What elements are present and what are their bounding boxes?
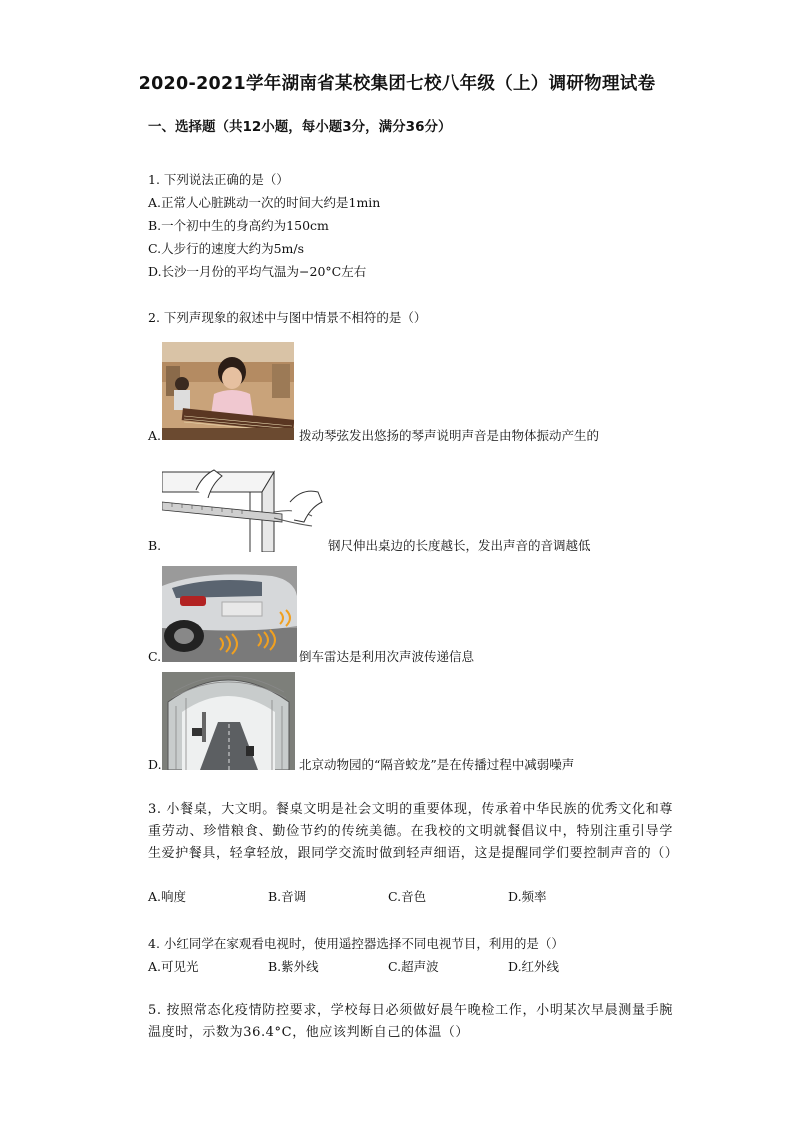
question-1-stem: 1. 下列说法正确的是（） xyxy=(148,172,289,187)
question-1-option-c: C.人步行的速度大约为5m/s xyxy=(148,241,305,256)
question-4-option-c: C.超声波 xyxy=(388,959,439,974)
question-2-option-d-text: 北京动物园的“隔音蛟龙”是在传播过程中减弱噪声 xyxy=(299,757,575,772)
car-radar-photo xyxy=(162,566,297,662)
question-2-option-b-text: 钢尺伸出桌边的长度越长，发出声音的音调越低 xyxy=(328,538,591,553)
question-3-option-a: A.响度 xyxy=(148,889,187,904)
question-1-option-a: A.正常人心脏跳动一次的时间大约是1min xyxy=(148,195,381,210)
question-2-option-c-letter: C. xyxy=(148,649,162,664)
question-2-option-a-letter: A. xyxy=(148,428,162,443)
question-3-option-d: D.频率 xyxy=(508,889,547,904)
question-2-option-d-letter: D. xyxy=(148,757,162,772)
ruler-drawing xyxy=(162,462,324,552)
question-2-option-b-letter: B. xyxy=(148,538,162,553)
question-2-option-a-text: 拨动琴弦发出悠扬的琴声说明声音是由物体振动产生的 xyxy=(299,428,600,443)
question-1-option-d: D.长沙一月份的平均气温为−20°C左右 xyxy=(148,264,367,279)
question-4-option-b: B.紫外线 xyxy=(268,959,319,974)
question-4-stem: 4. 小红同学在家观看电视时，使用遥控器选择不同电视节目，利用的是（） xyxy=(148,936,564,951)
question-4-option-d: D.红外线 xyxy=(508,959,560,974)
question-2-option-c-text: 倒车雷达是利用次声波传递信息 xyxy=(299,649,475,664)
page-title: 2020-2021学年湖南省某校集团七校八年级（上）调研物理试卷 xyxy=(138,74,656,94)
guzheng-photo xyxy=(162,342,294,440)
question-1-option-b: B.一个初中生的身高约为150cm xyxy=(148,218,329,233)
question-2-stem: 2. 下列声现象的叙述中与图中情景不相符的是（） xyxy=(148,310,427,325)
question-3-stem: 3. 小餐桌，大文明。餐桌文明是社会文明的重要体现，传承着中华民族的优秀文化和尊重劳动、珍惜粮食、勤俭节约的传统美德。在我校的文明就餐倡议中，特别注重引导学生爱护餐具，轻拿轻放，跟同学交流时做到轻声细语，这是提醒同学们要控制声音的（） xyxy=(148,802,679,861)
question-4-option-a: A.可见光 xyxy=(148,959,199,974)
question-5-stem: 5. 按照常态化疫情防控要求，学校每日必须做好晨午晚检工作，小明某次早晨测量手腕温度时，示数为36.4°C，他应该判断自己的体温（） xyxy=(148,1003,673,1040)
question-3-option-c: C.音色 xyxy=(388,889,427,904)
section-heading: 一、选择题（共12小题，每小题3分，满分36分） xyxy=(148,119,452,135)
question-3-option-b: B.音调 xyxy=(268,889,307,904)
sound-barrier-photo xyxy=(162,672,295,770)
